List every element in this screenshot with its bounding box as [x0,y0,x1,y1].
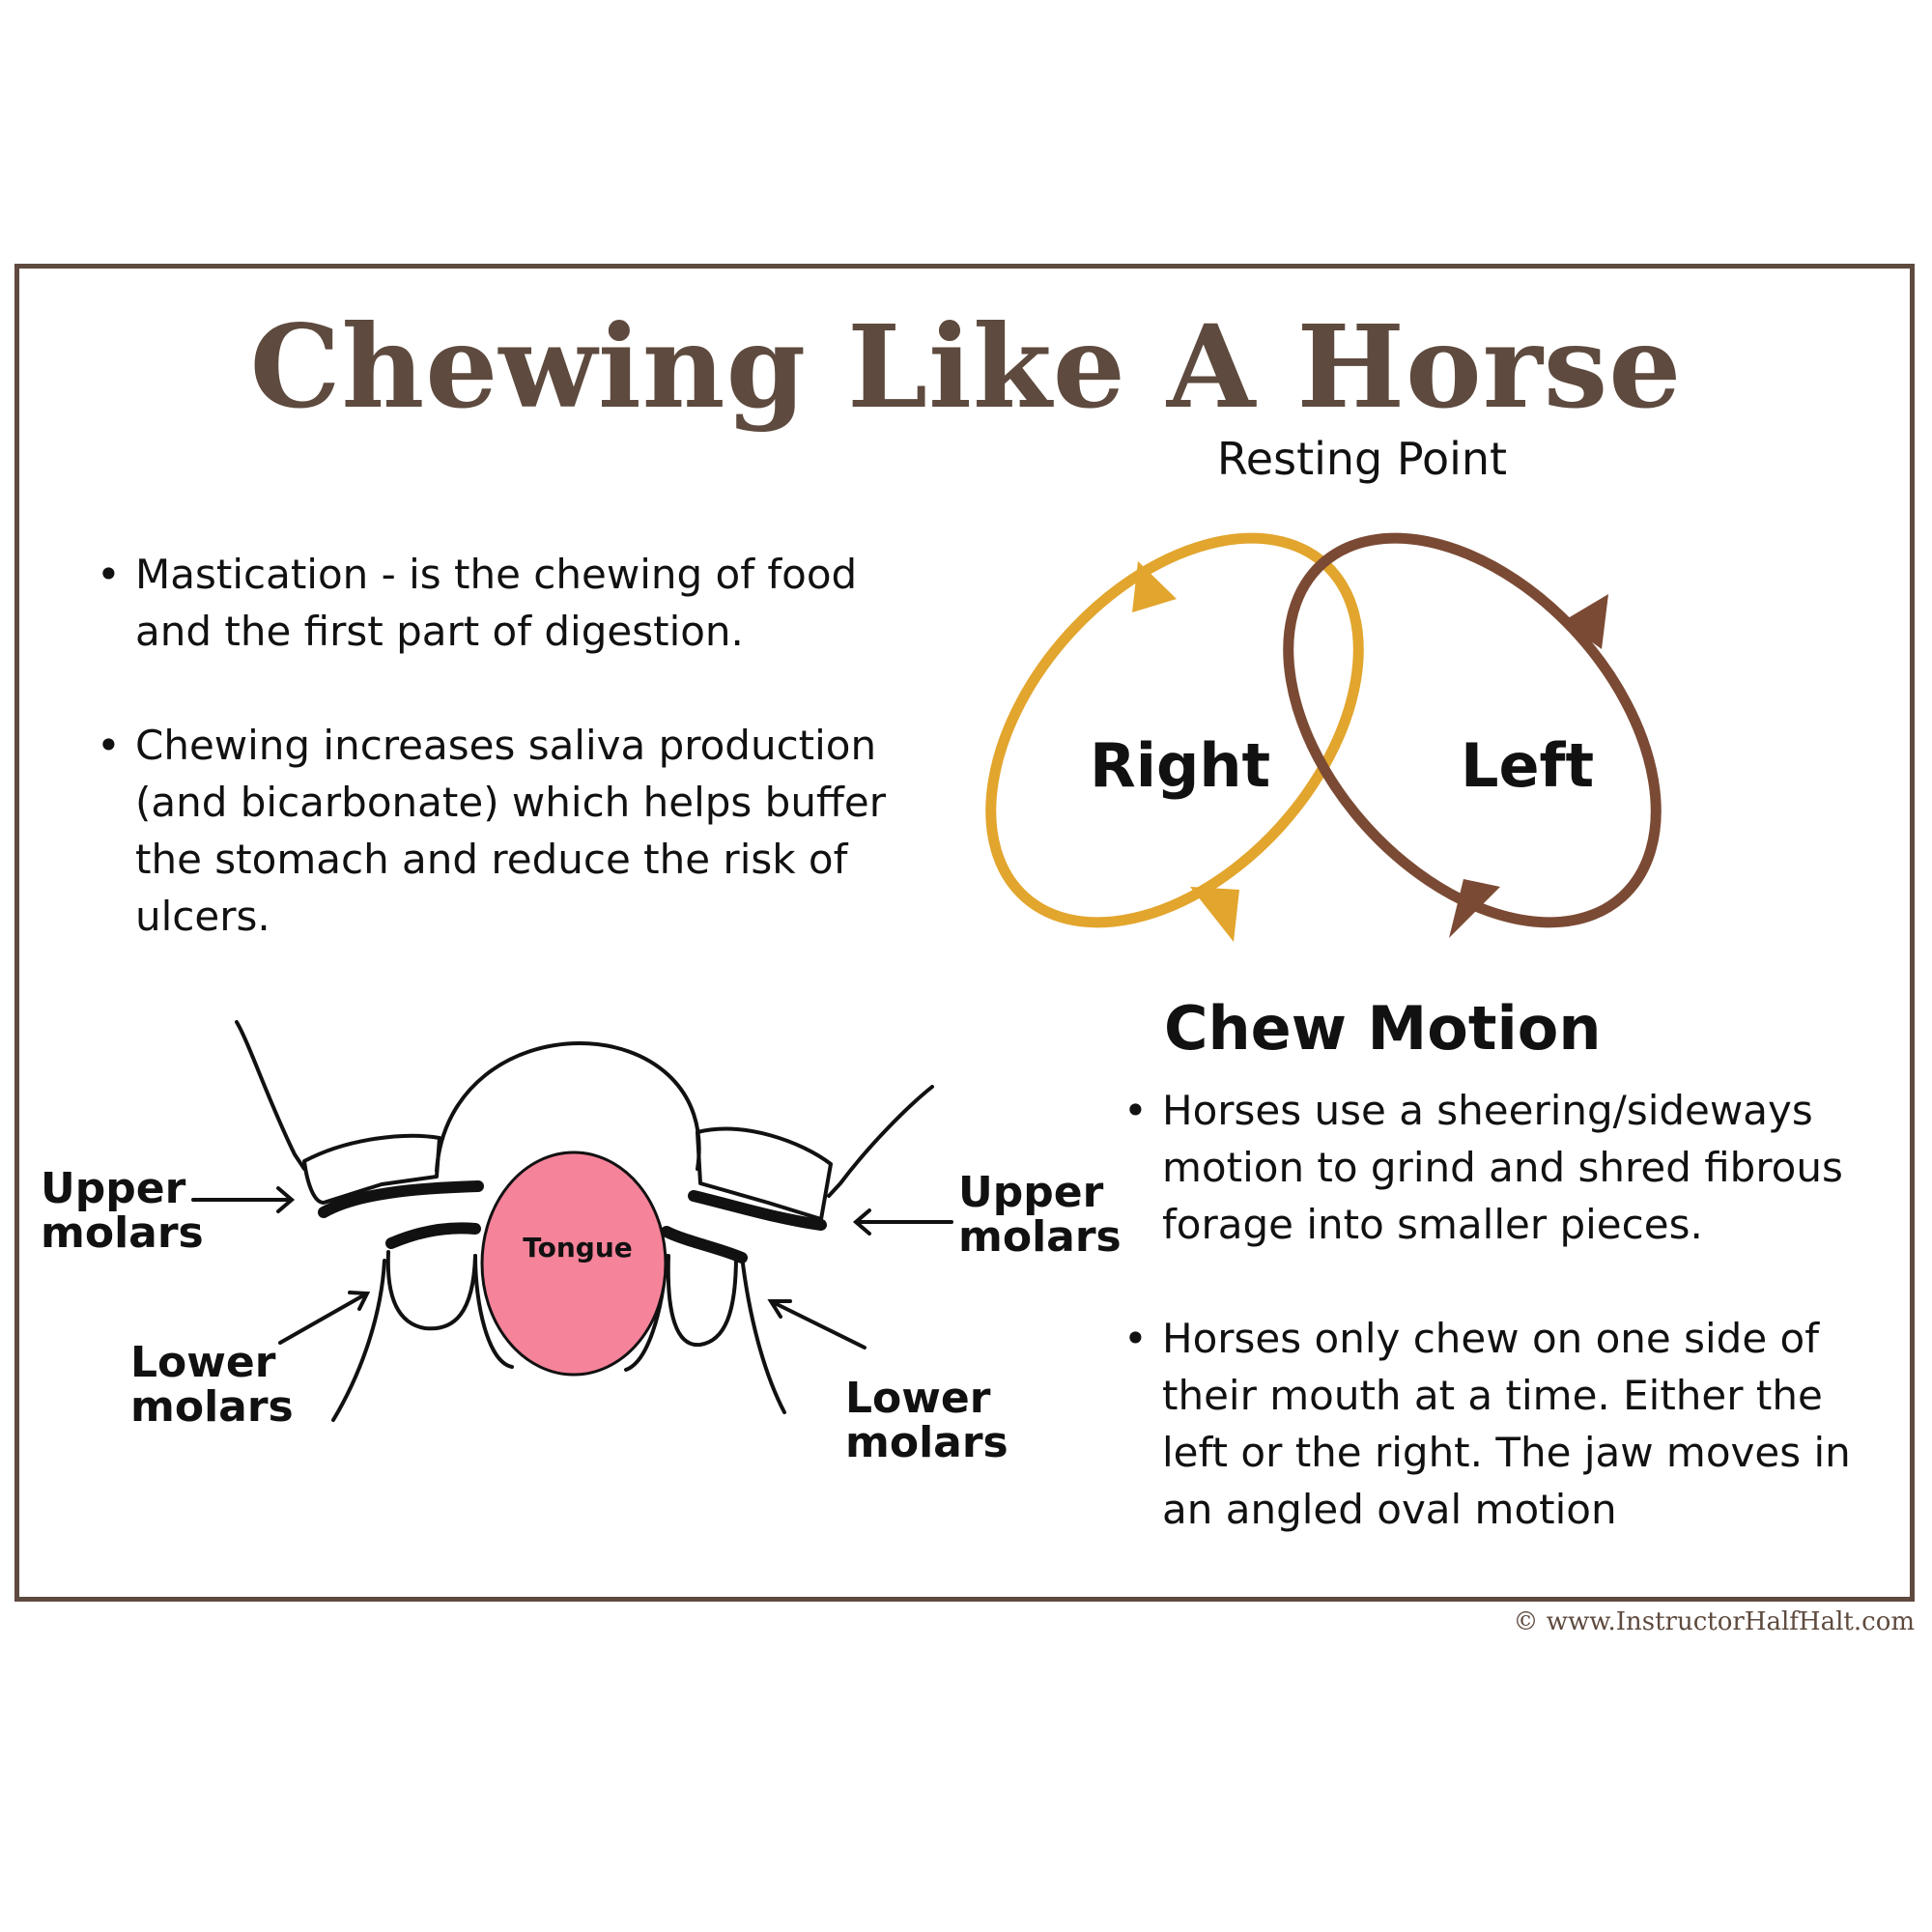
jaw-outline-left [237,1022,304,1169]
lower-molars-left-label: Lower molars [130,1338,294,1432]
arrow-upper-right [856,1210,952,1234]
tongue-shape [482,1152,666,1375]
chew-motion-heading: Chew Motion [1164,993,1602,1064]
tongue-label: Tongue [523,1232,633,1264]
arrow-lower-right [771,1301,865,1348]
upper-molars-right-label: Upper molars [958,1168,1122,1262]
left-label: Left [1461,730,1595,801]
chew-motion-bullet-list [1123,1082,1877,1595]
arrow-lower-left [280,1293,367,1343]
jaw-outline-right [829,1087,932,1196]
list-item: • Horses use a sheering/sideways motion to grind and shred fibrous forage into smaller pieces. [1123,1082,1877,1253]
copyright-text: © www.InstructorHalfHalt.com [1513,1607,1915,1636]
page-title: Chewing Like A Horse [249,299,1683,434]
lower-molar-left-1 [388,1252,475,1328]
upper-molars-left-label: Upper molars [41,1164,204,1258]
right-label: Right [1090,730,1271,801]
lower-molars-right-label: Lower molars [845,1374,1009,1467]
list-item: • Mastication - is the chewing of food and the first part of digestion. [97,546,908,660]
list-item: • Horses only chew on one side of their mouth at a time. Either the left or the right. The jaw moves in an angled oval motion [1123,1310,1877,1538]
lower-jaw-right [742,1256,784,1412]
list-item: • Chewing increases saliva production (and bicarbonate) which helps buffer the stomach and reduce the risk of ulcers. [97,717,908,945]
right-loop-arrow-bottom [1190,887,1239,942]
lower-molar-right-1 [668,1256,736,1345]
arrow-upper-left [193,1188,292,1211]
lower-jaw-left [333,1261,384,1420]
resting-point-label: Resting Point [1216,433,1508,485]
